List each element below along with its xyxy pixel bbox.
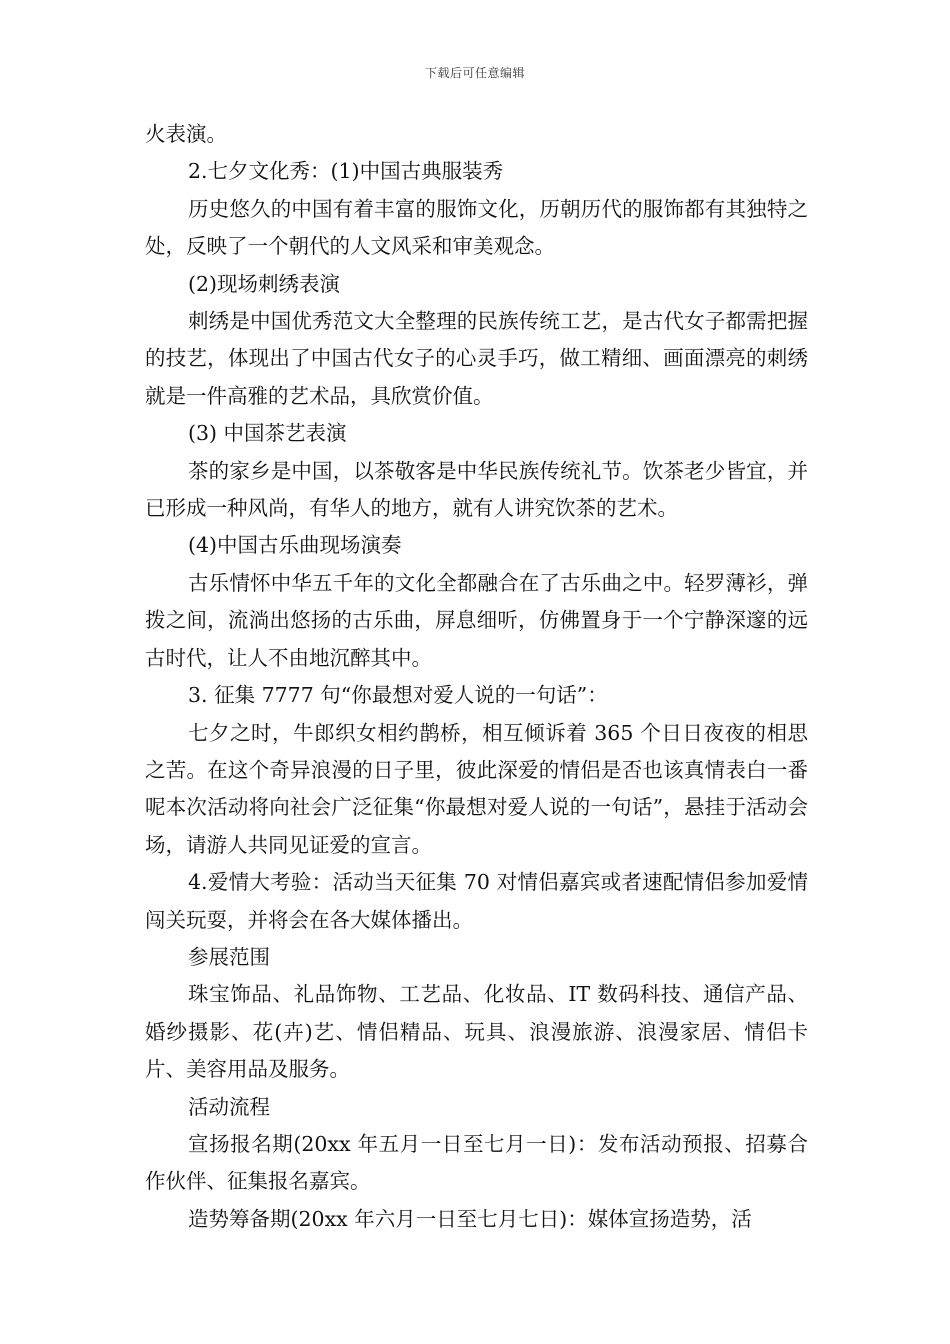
paragraph: 火表演。 (145, 122, 227, 146)
paragraph: (4)中国古乐曲现场演奏 (188, 533, 402, 558)
paragraph: 珠宝饰品、礼品饰物、工艺品、化妆品、IT 数码科技、通信产品、婚纱摄影、花(卉)艺、情侣精品、玩具、浪漫旅游、浪漫家居、情侣卡片、美容用品及服务。 (145, 982, 808, 1082)
paragraph: 3. 征集 7777 句“你最想对爱人说的一句话”： (188, 683, 608, 708)
paragraph: 活动流程 (188, 1094, 270, 1119)
paragraph: 古乐情怀中华五千年的文化全都融合在了古乐曲之中。轻罗薄衫，弹拨之间，流淌出悠扬的古乐曲，屏息细听，仿佛置身于一个宁静深邃的远古时代，让人不由地沉醉其中。 (145, 570, 808, 670)
page-header: 下载后可任意编辑 (424, 66, 525, 80)
paragraph: 参展范围 (188, 944, 270, 969)
paragraph: (3) 中国茶艺表演 (188, 421, 347, 446)
paragraph: 宣扬报名期(20xx 年五月一日至七月一日)：发布活动预报、招募合作伙伴、征集报名嘉宾。 (145, 1131, 808, 1194)
paragraph: 刺绣是中国优秀范文大全整理的民族传统工艺，是古代女子都需把握的技艺，体现出了中国古代女子的心灵手巧，做工精细、画面漂亮的刺绣就是一件高雅的艺术品，具欣赏价值。 (145, 309, 808, 408)
paragraph: 历史悠久的中国有着丰富的服饰文化，历朝历代的服饰都有其独特之处，反映了一个朝代的人文风采和审美观念。 (145, 196, 808, 259)
paragraph: 造势筹备期(20xx 年六月一日至七月七日)：媒体宣扬造势，活 (188, 1206, 752, 1231)
paragraph: 2.七夕文化秀：(1)中国古典服装秀 (188, 159, 504, 184)
paragraph: 4.爱情大考验：活动当天征集 70 对情侣嘉宾或者速配情侣参加爱情闯关玩耍，并将会在各大媒体播出。 (145, 870, 808, 932)
paragraph: (2)现场刺绣表演 (188, 271, 341, 296)
document-body (145, 116, 808, 1238)
paragraph: 七夕之时，牛郎织女相约鹊桥，相互倾诉着 365 个日日夜夜的相思之苦。在这个奇异浪漫的日子里，彼此深爱的情侣是否也该真情表白一番呢本次活动将向社会广泛征集“你最想对爱人说的一句话”，悬挂于活动会场，请游人共同见证爱的宣言。 (145, 720, 808, 857)
paragraph: 茶的家乡是中国，以茶敬客是中华民族传统礼节。饮茶老少皆宜，并已形成一种风尚，有华人的地方，就有人讲究饮茶的艺术。 (145, 458, 808, 521)
